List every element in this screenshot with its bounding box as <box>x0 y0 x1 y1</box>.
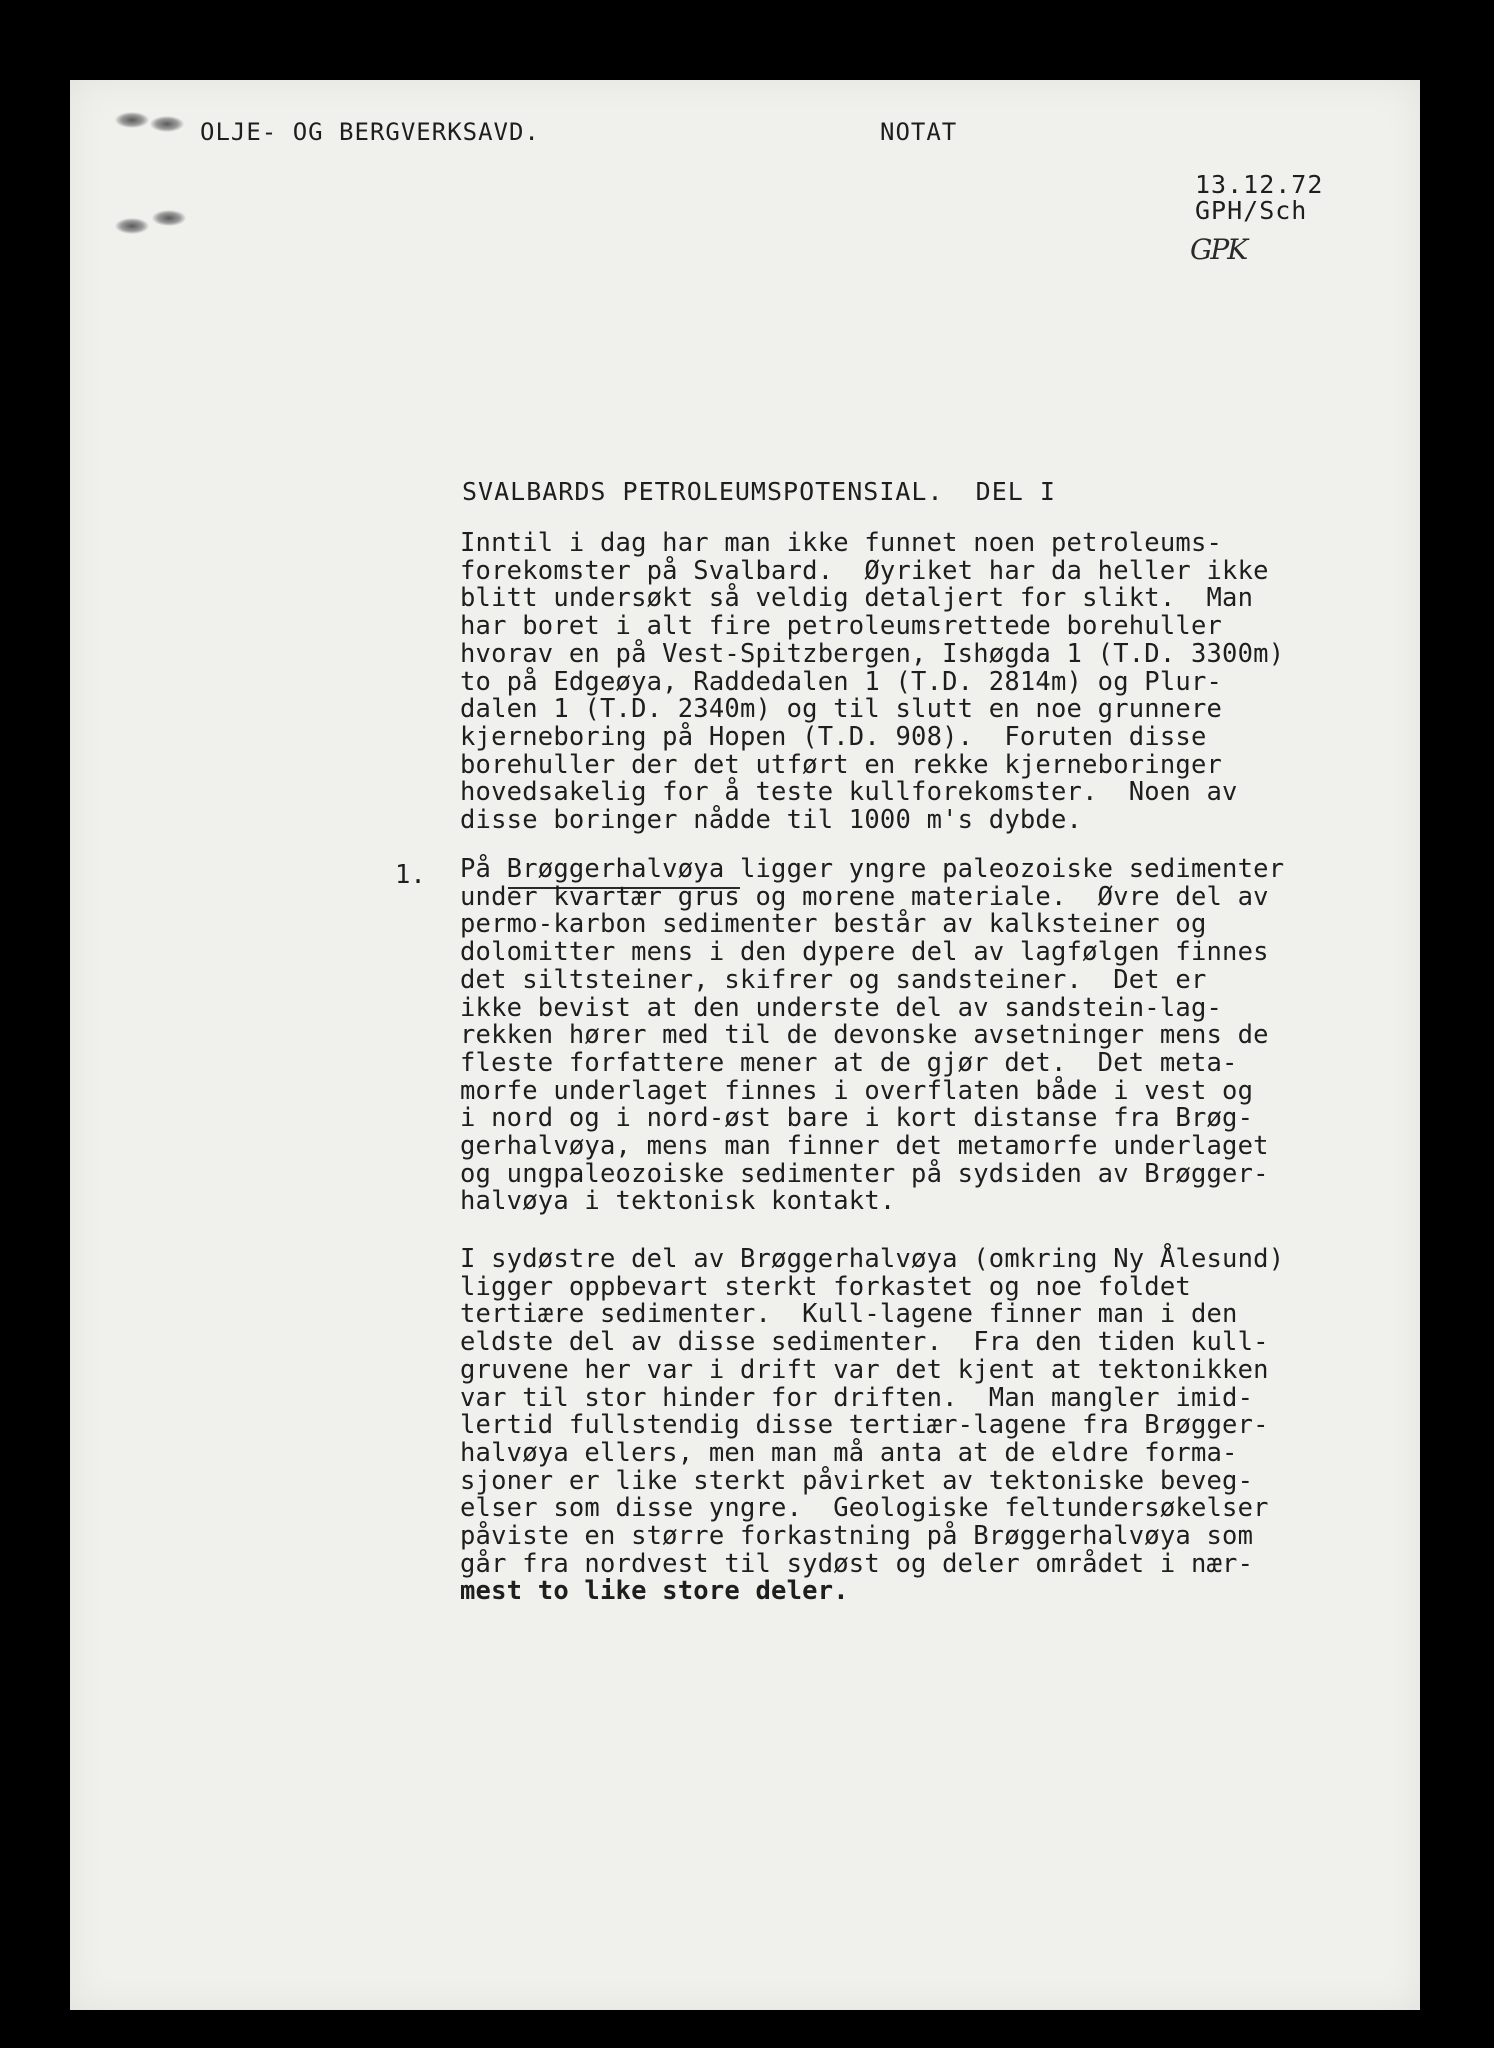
intro-paragraph: Inntil i dag har man ikke funnet noen petroleums- forekomster på Svalbard. Øyriket har da heller ikke blitt undersøkt så veldig detaljert for slikt. Man har boret i alt fire petroleumsrettede borehuller hvorav en på Vest-Spitzbergen, Ishøgda 1 (T.D. 3300m) to på Edgeøya, Raddedalen 1 (T.D. 2814m) og Plur- dalen 1 (T.D. 2340m) og til slutt en noe grunnere kjerneboring på Hopen (T.D. 908). Foruten disse borehuller der det utført en rekke kjerneboringer hovedsakelig for å teste kullforekomster. Noen av disse boringer nådde til 1000 m's dybde. <box>460 528 1285 836</box>
author-initials: GPH/Sch <box>1195 196 1308 225</box>
punch-hole-mark <box>115 218 149 234</box>
southeast-paragraph-body: I sydøstre del av Brøggerhalvøya (omkring Ny Ålesund) ligger oppbevart sterkt forkastet og noe foldet tertiære sedimenter. Kull-lagene finner man i den eldste del av disse sedimenter. Fra den tiden kull- gruvene her var i drift var det kjent at tektonikken var til stor hinder for driften. Man mangler imid- lertid fullstendig disse tertiær-lagene fra Brøgger- halvøya ellers, men man må anta at de eldre forma- sjoner er like sterkt påvirket av tektoniske beveg- elser som disse yngre. Geologiske feltundersøkelser påviste en større forkastning på Brøggerhalvøya som går fra nordvest til sydøst og deler området i nær- <box>460 1244 1285 1579</box>
punch-hole-mark <box>115 112 149 128</box>
document-date: 13.12.72 <box>1195 170 1324 199</box>
southeast-paragraph-last-line: mest to like store deler. <box>460 1576 849 1607</box>
southeast-paragraph <box>460 1246 1284 1606</box>
section-1-paragraph: På Brøggerhalvøya ligger yngre paleozoiske sedimenter under kvartær grus og morene materiale. Øvre del av permo-karbon sedimenter består av kalksteiner og dolomitter mens i den dypere del av lagfølgen finnes det siltsteiner, skifrer og sandsteiner. Det er ikke bevist at den underste del av sandstein-lag- rekken hører med til de devonske avsetninger mens de fleste forfattere mener at de gjør det. Det meta- morfe underlaget finnes i overflaten både i vest og i nord og i nord-øst bare i kort distanse fra Brøg- gerhalvøya, mens man finner det metamorfe underlaget og ungpaleozoiske sedimenter på sydsiden av Brøgger- halvøya i tektonisk kontakt. <box>460 854 1285 1217</box>
organization-header: OLJE- OG BERGVERKSAVD. <box>200 118 540 146</box>
document-type: NOTAT <box>880 118 958 146</box>
document-heading: SVALBARDS PETROLEUMSPOTENSIAL. DEL I <box>462 477 1056 506</box>
punch-hole-mark <box>152 210 186 226</box>
handwritten-initials: GPK <box>1190 233 1247 266</box>
punch-hole-mark <box>150 116 184 132</box>
section-number: 1. <box>395 860 426 890</box>
